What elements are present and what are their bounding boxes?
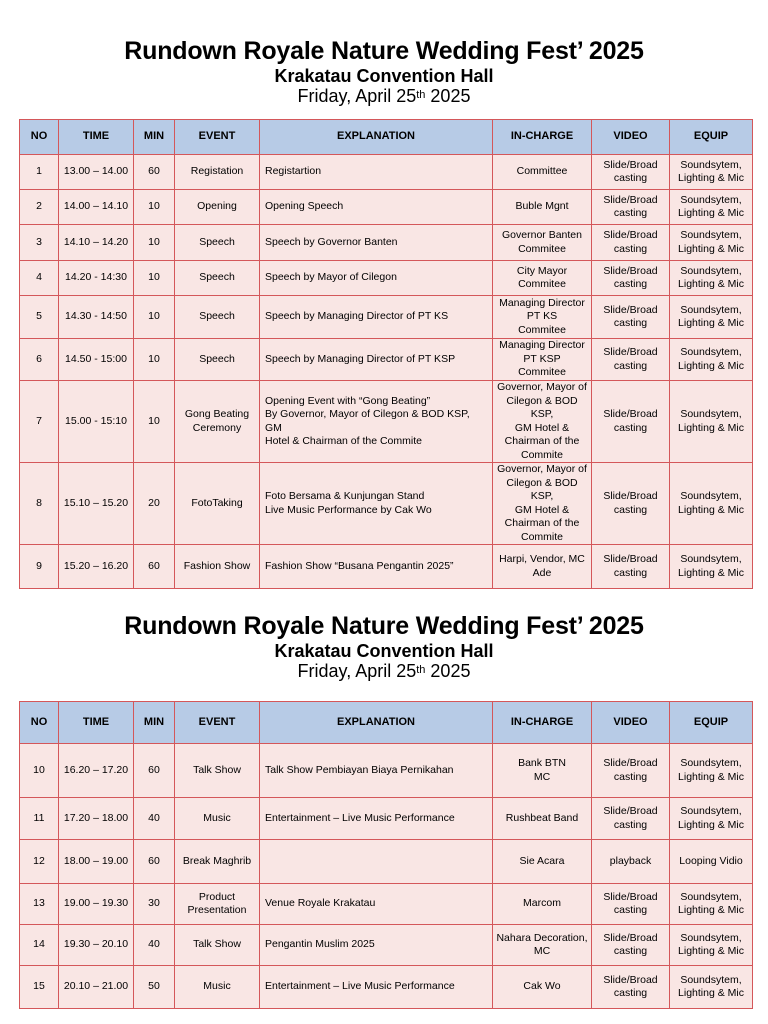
explanation-cell: Foto Bersama & Kunjungan Stand Live Music Performance by Cak Wo [260,463,493,545]
equip-cell: Soundsytem, Lighting & Mic [670,463,753,545]
duration-cell: 10 [134,381,175,463]
explanation-cell: Opening Event with “Gong Beating” By Governor, Mayor of Cilegon & BOD KSP, GM Hotel & Chairman of the Commite [260,381,493,463]
duration-cell: 20 [134,463,175,545]
row-number: 2 [20,190,59,225]
table-row [20,884,753,925]
duration-cell: 10 [134,225,175,261]
column-header-min: MIN [134,702,175,744]
in-charge-cell: Managing Director PT KSP Commitee [493,339,592,381]
row-number: 5 [20,296,59,339]
video-cell: Slide/Broad casting [592,190,670,225]
in-charge-cell: Committee [493,155,592,190]
row-number: 8 [20,463,59,545]
time-cell: 13.00 – 14.00 [59,155,134,190]
in-charge-cell: Nahara Decoration, MC [493,925,592,966]
event-date: Friday, April 25th 2025 [297,86,471,106]
rundown-header-2 [0,611,768,682]
event-cell: Speech [175,339,260,381]
table-row [20,463,753,545]
video-cell: Slide/Broad casting [592,463,670,545]
video-cell: Slide/Broad casting [592,884,670,925]
time-cell: 14.10 – 14.20 [59,225,134,261]
event-cell: FotoTaking [175,463,260,545]
table-row [20,339,753,381]
in-charge-cell: Sie Acara [493,840,592,884]
event-cell: Speech [175,296,260,339]
equip-cell: Soundsytem, Lighting & Mic [670,966,753,1009]
equip-cell: Soundsytem, Lighting & Mic [670,744,753,798]
column-header-event: EVENT [175,120,260,155]
explanation-cell: Speech by Managing Director of PT KSP [260,339,493,381]
in-charge-cell: Governor, Mayor of Cilegon & BOD KSP, GM Hotel & Chairman of the Commite [493,463,592,545]
equip-cell: Soundsytem, Lighting & Mic [670,545,753,589]
event-cell: Music [175,798,260,840]
explanation-cell: Talk Show Pembiayan Biaya Pernikahan [260,744,493,798]
venue-name: Krakatau Convention Hall [274,66,494,86]
column-header-in-charge: IN-CHARGE [493,702,592,744]
time-cell: 20.10 – 21.00 [59,966,134,1009]
duration-cell: 40 [134,925,175,966]
in-charge-cell: Buble Mgnt [493,190,592,225]
equip-cell: Soundsytem, Lighting & Mic [670,381,753,463]
event-cell: Music [175,966,260,1009]
in-charge-cell: Marcom [493,884,592,925]
row-number: 6 [20,339,59,381]
event-cell: Gong Beating Ceremony [175,381,260,463]
column-header-equip: EQUIP [670,120,753,155]
time-cell: 14.30 - 14:50 [59,296,134,339]
row-number: 10 [20,744,59,798]
row-number: 11 [20,798,59,840]
duration-cell: 10 [134,190,175,225]
video-cell: Slide/Broad casting [592,261,670,296]
video-cell: Slide/Broad casting [592,966,670,1009]
event-cell: Talk Show [175,925,260,966]
column-header-video: VIDEO [592,120,670,155]
rundown-table-2 [19,701,753,1009]
explanation-cell: Venue Royale Krakatau [260,884,493,925]
time-cell: 19.00 – 19.30 [59,884,134,925]
row-number: 4 [20,261,59,296]
equip-cell: Looping Vidio [670,840,753,884]
table-row [20,840,753,884]
event-cell: Talk Show [175,744,260,798]
equip-cell: Soundsytem, Lighting & Mic [670,296,753,339]
time-cell: 18.00 – 19.00 [59,840,134,884]
column-header-time: TIME [59,702,134,744]
duration-cell: 30 [134,884,175,925]
column-header-explanation: EXPLANATION [260,702,493,744]
video-cell: Slide/Broad casting [592,155,670,190]
column-header-time: TIME [59,120,134,155]
duration-cell: 40 [134,798,175,840]
duration-cell: 10 [134,261,175,296]
duration-cell: 10 [134,339,175,381]
time-cell: 15.10 – 15.20 [59,463,134,545]
duration-cell: 60 [134,840,175,884]
explanation-cell: Entertainment – Live Music Performance [260,966,493,1009]
time-cell: 17.20 – 18.00 [59,798,134,840]
video-cell: Slide/Broad casting [592,296,670,339]
event-cell: Fashion Show [175,545,260,589]
equip-cell: Soundsytem, Lighting & Mic [670,225,753,261]
table-row [20,190,753,225]
video-cell: playback [592,840,670,884]
equip-cell: Soundsytem, Lighting & Mic [670,884,753,925]
video-cell: Slide/Broad casting [592,798,670,840]
in-charge-cell: Bank BTN MC [493,744,592,798]
row-number: 14 [20,925,59,966]
video-cell: Slide/Broad casting [592,545,670,589]
in-charge-cell: Cak Wo [493,966,592,1009]
venue-name: Krakatau Convention Hall [274,641,494,661]
equip-cell: Soundsytem, Lighting & Mic [670,190,753,225]
explanation-cell: Speech by Managing Director of PT KS [260,296,493,339]
equip-cell: Soundsytem, Lighting & Mic [670,155,753,190]
row-number: 15 [20,966,59,1009]
row-number: 1 [20,155,59,190]
table-row [20,925,753,966]
duration-cell: 60 [134,545,175,589]
time-cell: 14.00 – 14.10 [59,190,134,225]
row-number: 3 [20,225,59,261]
column-header-in-charge: IN-CHARGE [493,120,592,155]
event-cell: Opening [175,190,260,225]
column-header-explanation: EXPLANATION [260,120,493,155]
explanation-cell: Opening Speech [260,190,493,225]
document-title: Rundown Royale Nature Wedding Fest’ 2025 [124,612,644,640]
in-charge-cell: City Mayor Commitee [493,261,592,296]
table-row [20,381,753,463]
table-header-row [20,120,753,155]
table-row [20,744,753,798]
duration-cell: 10 [134,296,175,339]
duration-cell: 50 [134,966,175,1009]
equip-cell: Soundsytem, Lighting & Mic [670,339,753,381]
table-row [20,261,753,296]
column-header-event: EVENT [175,702,260,744]
event-cell: Speech [175,225,260,261]
time-cell: 14.50 - 15:00 [59,339,134,381]
rundown-table-1 [19,119,753,589]
event-cell: Registation [175,155,260,190]
time-cell: 16.20 – 17.20 [59,744,134,798]
row-number: 13 [20,884,59,925]
row-number: 9 [20,545,59,589]
column-header-min: MIN [134,120,175,155]
table-header-row [20,702,753,744]
table-row [20,155,753,190]
column-header-equip: EQUIP [670,702,753,744]
in-charge-cell: Rushbeat Band [493,798,592,840]
column-header-video: VIDEO [592,702,670,744]
explanation-cell: Fashion Show “Busana Pengantin 2025” [260,545,493,589]
column-header-no: NO [20,702,59,744]
table-row [20,966,753,1009]
time-cell: 15.20 – 16.20 [59,545,134,589]
video-cell: Slide/Broad casting [592,744,670,798]
event-cell: Break Maghrib [175,840,260,884]
row-number: 12 [20,840,59,884]
video-cell: Slide/Broad casting [592,225,670,261]
time-cell: 15.00 - 15:10 [59,381,134,463]
event-date: Friday, April 25th 2025 [297,661,471,681]
duration-cell: 60 [134,155,175,190]
explanation-cell: Entertainment – Live Music Performance [260,798,493,840]
equip-cell: Soundsytem, Lighting & Mic [670,925,753,966]
table-row [20,545,753,589]
time-cell: 19.30 – 20.10 [59,925,134,966]
video-cell: Slide/Broad casting [592,925,670,966]
video-cell: Slide/Broad casting [592,381,670,463]
table-row [20,798,753,840]
event-cell: Product Presentation [175,884,260,925]
row-number: 7 [20,381,59,463]
explanation-cell [260,840,493,884]
video-cell: Slide/Broad casting [592,339,670,381]
in-charge-cell: Harpi, Vendor, MC Ade [493,545,592,589]
table-row [20,225,753,261]
table-row [20,296,753,339]
duration-cell: 60 [134,744,175,798]
equip-cell: Soundsytem, Lighting & Mic [670,798,753,840]
explanation-cell: Registartion [260,155,493,190]
document-title: Rundown Royale Nature Wedding Fest’ 2025 [124,37,644,65]
column-header-no: NO [20,120,59,155]
in-charge-cell: Governor Banten Commitee [493,225,592,261]
time-cell: 14.20 - 14:30 [59,261,134,296]
rundown-header-1 [0,36,768,107]
explanation-cell: Speech by Mayor of Cilegon [260,261,493,296]
explanation-cell: Pengantin Muslim 2025 [260,925,493,966]
explanation-cell: Speech by Governor Banten [260,225,493,261]
in-charge-cell: Governor, Mayor of Cilegon & BOD KSP, GM Hotel & Chairman of the Commite [493,381,592,463]
equip-cell: Soundsytem, Lighting & Mic [670,261,753,296]
event-cell: Speech [175,261,260,296]
in-charge-cell: Managing Director PT KS Commitee [493,296,592,339]
